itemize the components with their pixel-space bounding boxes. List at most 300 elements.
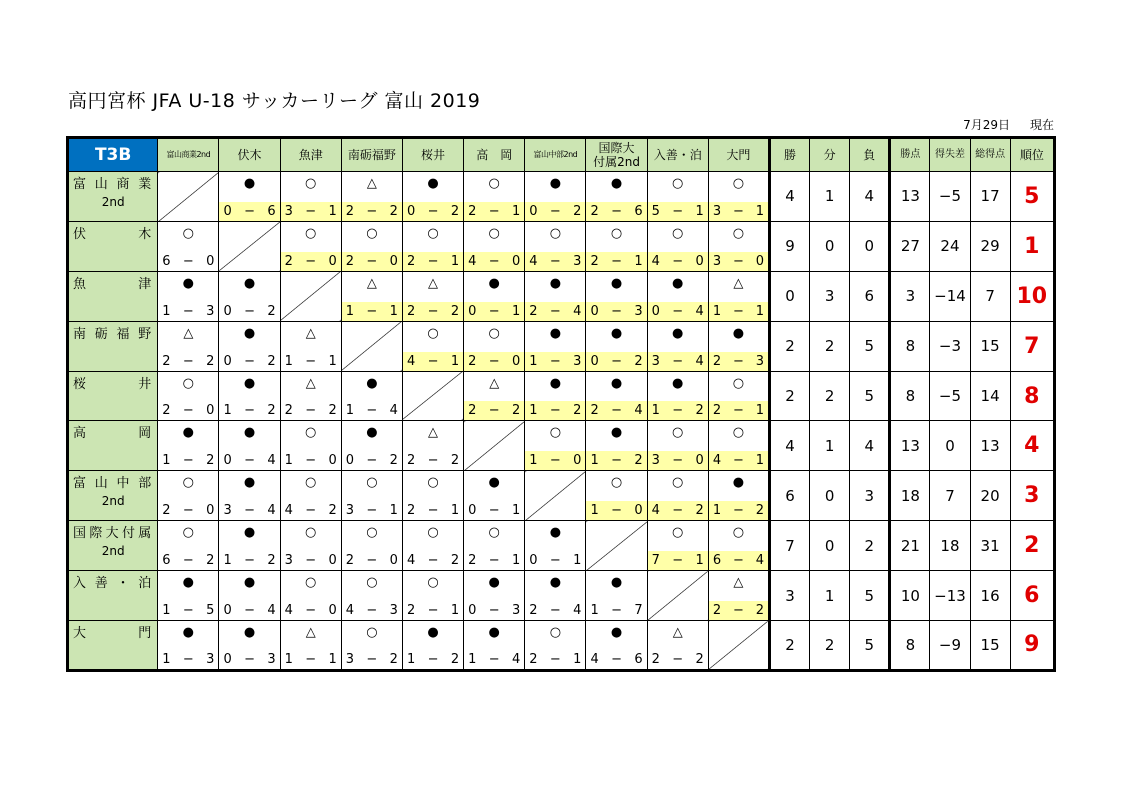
score-away: 4 [267, 503, 276, 519]
match-score [281, 551, 341, 570]
result-symbol: ● [243, 176, 256, 191]
score-away: 0 [328, 453, 337, 469]
result-symbol: ○ [305, 225, 317, 241]
match-score [648, 551, 708, 570]
score-away: 2 [206, 553, 215, 569]
match-cell [647, 371, 708, 421]
score-home: 1 [162, 651, 171, 667]
score-away: 2 [450, 453, 460, 469]
column-header: 魚津 [280, 138, 341, 172]
result-symbol: ● [427, 176, 439, 191]
score-home: 2 [712, 403, 722, 419]
score-dash: − [244, 603, 255, 619]
score-away: 2 [695, 503, 704, 519]
match-cell [341, 172, 402, 222]
match-cell [280, 521, 341, 571]
score-home: 4 [651, 503, 660, 519]
score-dash: − [305, 503, 317, 519]
score-home: 1 [345, 403, 355, 419]
match-cell [708, 571, 769, 621]
match-score [464, 352, 524, 371]
stat-header: 総得点 [970, 138, 1010, 172]
score-away: 1 [573, 651, 582, 667]
match-cell [280, 421, 341, 471]
score-away: 3 [267, 651, 276, 667]
result-symbol: ○ [549, 625, 562, 641]
match-score [403, 501, 463, 520]
stat-cell: 0 [930, 421, 970, 471]
score-dash: − [732, 553, 744, 569]
score-home: 7 [651, 553, 660, 569]
match-cell [341, 421, 402, 471]
result-symbol: ● [243, 425, 256, 441]
stat-cell: 18 [930, 521, 970, 571]
score-away: 0 [389, 253, 398, 269]
match-score [158, 352, 218, 371]
score-away: 1 [450, 353, 460, 369]
result-symbol: △ [489, 375, 500, 391]
stat-cell: 13 [890, 172, 930, 222]
score-dash: − [549, 603, 561, 619]
rank-cell: 10 [1010, 271, 1054, 321]
score-home: 4 [406, 553, 416, 569]
score-home: 1 [223, 403, 232, 419]
score-home: 1 [284, 353, 293, 369]
match-score [219, 601, 279, 620]
match-score [464, 650, 524, 669]
score-dash: − [427, 603, 439, 619]
match-cell [158, 621, 219, 671]
score-away: 0 [512, 253, 521, 269]
score-away: 3 [573, 253, 582, 269]
column-header: 富山商業2nd [158, 138, 219, 172]
result-symbol: ● [243, 625, 256, 641]
score-away: 1 [450, 603, 460, 619]
stat-cell: 2 [769, 371, 809, 421]
score-home: 2 [468, 203, 477, 219]
match-cell [158, 421, 219, 471]
score-away: 4 [634, 403, 643, 419]
match-cell [464, 371, 525, 421]
result-symbol: ○ [182, 525, 195, 541]
result-symbol: ○ [366, 625, 378, 641]
score-home: 6 [162, 553, 171, 569]
score-home: 0 [223, 203, 232, 219]
result-symbol: ○ [427, 575, 439, 591]
score-dash: − [427, 453, 439, 469]
team-name [68, 571, 158, 621]
match-score [709, 352, 768, 371]
match-cell [219, 621, 280, 671]
result-symbol: ○ [672, 525, 684, 541]
stat-cell: 6 [850, 271, 890, 321]
match-score [709, 451, 768, 470]
result-symbol: ● [427, 625, 439, 641]
stat-cell: 13 [970, 421, 1010, 471]
match-score [464, 401, 524, 420]
score-dash: − [488, 253, 500, 269]
score-dash: − [305, 651, 317, 667]
result-symbol: △ [428, 425, 439, 441]
result-symbol: ○ [182, 375, 195, 391]
match-cell [158, 271, 219, 321]
score-away: 4 [389, 403, 398, 419]
match-cell [158, 521, 219, 571]
match-score [219, 352, 279, 371]
self-cell [708, 621, 769, 671]
match-cell [158, 321, 219, 371]
score-home: 0 [590, 353, 599, 369]
rank-cell: 1 [1010, 221, 1054, 271]
match-score [342, 401, 402, 420]
score-away: 2 [328, 403, 337, 419]
match-cell [280, 172, 341, 222]
score-dash: − [672, 253, 684, 269]
match-score [219, 501, 279, 520]
score-dash: − [182, 453, 194, 469]
score-home: 4 [590, 651, 599, 667]
match-cell [708, 471, 769, 521]
match-score [342, 302, 402, 321]
score-away: 2 [389, 453, 398, 469]
stat-cell: 16 [970, 571, 1010, 621]
score-away: 0 [695, 253, 704, 269]
match-cell [219, 172, 280, 222]
score-home: 2 [406, 453, 416, 469]
score-dash: − [488, 603, 500, 619]
score-away: 1 [389, 303, 398, 319]
score-dash: − [549, 303, 561, 319]
result-symbol: ● [610, 575, 623, 591]
stat-cell: 18 [890, 471, 930, 521]
score-away: 2 [695, 651, 704, 667]
stat-cell: 1 [810, 172, 850, 222]
score-home: 3 [651, 453, 660, 469]
score-away: 0 [328, 553, 337, 569]
team-name-label: 入善・泊 [73, 576, 154, 592]
match-cell [525, 571, 586, 621]
score-dash: − [244, 453, 255, 469]
result-symbol: ○ [732, 525, 745, 541]
score-home: 1 [590, 603, 599, 619]
score-dash: − [182, 303, 194, 319]
score-home: 1 [162, 453, 171, 469]
match-cell [158, 471, 219, 521]
stat-cell: 5 [850, 571, 890, 621]
score-away: 2 [695, 403, 704, 419]
score-away: 1 [695, 203, 704, 219]
team-name [68, 172, 158, 222]
score-dash: − [182, 253, 194, 269]
stat-cell: 7 [930, 471, 970, 521]
result-symbol: ○ [672, 425, 684, 441]
match-score [281, 352, 341, 371]
score-home: 4 [406, 353, 416, 369]
match-cell [280, 321, 341, 371]
stat-cell: 1 [810, 571, 850, 621]
score-dash: − [182, 503, 194, 519]
stat-cell: 5 [850, 621, 890, 671]
result-symbol: △ [672, 625, 683, 641]
score-dash: − [549, 453, 561, 469]
match-score [709, 252, 768, 271]
score-dash: − [488, 203, 500, 219]
score-dash: − [549, 403, 561, 419]
match-score [342, 451, 402, 470]
score-dash: − [611, 353, 622, 369]
match-score [648, 401, 708, 420]
result-symbol: ● [732, 325, 745, 341]
stat-cell: 14 [970, 371, 1010, 421]
result-symbol: ○ [672, 475, 684, 491]
match-cell [280, 621, 341, 671]
date-line [963, 116, 1054, 133]
score-home: 4 [651, 253, 660, 269]
match-score [464, 501, 524, 520]
score-away: 1 [450, 253, 460, 269]
stat-cell: −3 [930, 321, 970, 371]
match-cell [647, 221, 708, 271]
score-away: 1 [634, 253, 643, 269]
result-symbol: ○ [732, 225, 745, 241]
stat-cell: 2 [810, 321, 850, 371]
score-away: 2 [634, 453, 643, 469]
match-score [219, 202, 279, 221]
score-away: 2 [389, 203, 398, 219]
match-score [709, 551, 768, 570]
result-symbol: ● [243, 575, 256, 591]
score-home: 2 [651, 651, 660, 667]
stat-cell: 29 [970, 221, 1010, 271]
table-row [68, 421, 1055, 471]
result-symbol: ● [672, 375, 684, 391]
match-score [709, 501, 768, 520]
score-dash: − [672, 503, 684, 519]
score-dash: − [366, 303, 378, 319]
match-score [342, 202, 402, 221]
table-row [68, 172, 1055, 222]
match-score [403, 601, 463, 620]
team-name-label: 高岡 [73, 426, 154, 442]
score-home: 4 [284, 503, 293, 519]
score-home: 0 [345, 453, 355, 469]
match-cell [464, 321, 525, 371]
result-symbol: ○ [366, 575, 378, 591]
team-name [68, 371, 158, 421]
stat-cell: 5 [850, 371, 890, 421]
match-score [403, 252, 463, 271]
table-row [68, 571, 1055, 621]
score-away: 2 [389, 651, 398, 667]
score-home: 2 [590, 403, 599, 419]
score-dash: − [366, 651, 378, 667]
score-home: 1 [284, 651, 293, 667]
match-score [403, 551, 463, 570]
stat-cell: 4 [850, 421, 890, 471]
score-home: 1 [529, 403, 538, 419]
score-home: 3 [345, 503, 355, 519]
match-score [158, 451, 218, 470]
stat-cell: 0 [850, 221, 890, 271]
match-cell [464, 621, 525, 671]
result-symbol: △ [366, 275, 377, 291]
result-symbol: ● [366, 375, 378, 391]
score-away: 0 [512, 353, 521, 369]
result-symbol: ● [243, 275, 256, 291]
match-cell [586, 621, 647, 671]
score-home: 4 [284, 603, 293, 619]
result-symbol: ● [610, 176, 623, 191]
match-cell [708, 371, 769, 421]
score-home: 2 [162, 353, 171, 369]
score-away: 1 [512, 503, 521, 519]
stat-cell: 0 [769, 271, 809, 321]
result-symbol: ○ [427, 525, 439, 541]
match-cell [525, 271, 586, 321]
match-cell [402, 221, 463, 271]
score-away: 2 [450, 203, 460, 219]
match-cell [647, 521, 708, 571]
score-away: 2 [755, 503, 764, 519]
stat-cell: 31 [970, 521, 1010, 571]
team-name-label: 富山中部 [73, 476, 154, 492]
match-cell [341, 521, 402, 571]
score-away: 1 [450, 503, 460, 519]
score-dash: − [244, 503, 255, 519]
stat-cell: 6 [769, 471, 809, 521]
stat-cell: 15 [970, 321, 1010, 371]
result-symbol: △ [428, 275, 439, 291]
score-away: 1 [755, 403, 764, 419]
stat-cell: 5 [850, 321, 890, 371]
team-name [68, 221, 158, 271]
score-home: 2 [529, 651, 538, 667]
result-symbol: ○ [182, 475, 195, 491]
score-dash: − [488, 353, 500, 369]
match-cell [647, 421, 708, 471]
score-dash: − [732, 303, 744, 319]
score-away: 6 [267, 203, 276, 219]
score-home: 0 [529, 203, 538, 219]
match-cell [708, 221, 769, 271]
score-away: 2 [755, 603, 764, 619]
match-cell [586, 271, 647, 321]
match-cell [525, 221, 586, 271]
score-dash: − [549, 553, 561, 569]
result-symbol: ● [182, 425, 195, 441]
score-home: 3 [345, 651, 355, 667]
score-home: 5 [651, 203, 660, 219]
score-dash: − [244, 651, 255, 667]
table-row [68, 221, 1055, 271]
score-away: 3 [389, 603, 398, 619]
score-dash: − [366, 553, 378, 569]
match-score [525, 601, 585, 620]
stat-header: 分 [810, 138, 850, 172]
score-away: 0 [206, 253, 215, 269]
self-cell [525, 471, 586, 521]
result-symbol: ○ [488, 325, 500, 341]
score-away: 2 [267, 353, 276, 369]
match-score [709, 302, 768, 321]
header-row [68, 138, 1055, 172]
match-cell [219, 471, 280, 521]
score-away: 4 [267, 603, 276, 619]
match-cell [586, 371, 647, 421]
stat-cell: 2 [850, 521, 890, 571]
stat-cell: 4 [769, 172, 809, 222]
stat-cell: 0 [810, 221, 850, 271]
column-header: 伏木 [219, 138, 280, 172]
result-symbol: ● [610, 375, 623, 391]
result-symbol: ○ [427, 225, 439, 241]
match-score [281, 650, 341, 669]
match-cell [647, 471, 708, 521]
stat-cell: 20 [970, 471, 1010, 521]
score-home: 0 [651, 303, 660, 319]
result-symbol: ○ [672, 176, 684, 191]
score-away: 0 [206, 403, 215, 419]
score-away: 4 [512, 651, 521, 667]
rank-cell: 6 [1010, 571, 1054, 621]
score-home: 1 [284, 453, 293, 469]
match-score [648, 252, 708, 271]
score-home: 0 [406, 203, 416, 219]
score-dash: − [366, 403, 378, 419]
score-dash: − [244, 353, 255, 369]
rank-cell: 4 [1010, 421, 1054, 471]
stat-cell: 4 [850, 172, 890, 222]
score-away: 2 [512, 403, 521, 419]
match-score [281, 451, 341, 470]
score-away: 3 [206, 651, 215, 667]
score-home: 4 [712, 453, 722, 469]
match-cell [341, 371, 402, 421]
match-score [464, 302, 524, 321]
score-home: 2 [284, 253, 293, 269]
match-cell [708, 421, 769, 471]
stat-cell: 10 [890, 571, 930, 621]
score-home: 2 [406, 603, 416, 619]
column-header: 南砺福野 [341, 138, 402, 172]
match-cell [525, 421, 586, 471]
match-score [219, 401, 279, 420]
score-dash: − [182, 353, 194, 369]
result-symbol: ● [549, 525, 562, 541]
score-dash: − [672, 303, 684, 319]
stat-cell: 2 [810, 371, 850, 421]
match-cell [219, 421, 280, 471]
result-symbol: ● [549, 176, 562, 191]
date-suffix: 現在 [1029, 118, 1054, 132]
team-name-label: 国際大付属 [73, 526, 154, 542]
score-home: 2 [529, 303, 538, 319]
score-away: 4 [755, 553, 764, 569]
score-away: 3 [573, 353, 582, 369]
score-dash: − [488, 303, 500, 319]
match-score [648, 451, 708, 470]
score-away: 2 [328, 503, 337, 519]
match-cell [341, 621, 402, 671]
result-symbol: ○ [549, 225, 562, 241]
match-cell [586, 321, 647, 371]
match-score [219, 650, 279, 669]
result-symbol: △ [733, 575, 744, 591]
score-away: 1 [389, 503, 398, 519]
score-home: 3 [284, 553, 293, 569]
score-dash: − [672, 553, 684, 569]
match-cell [402, 571, 463, 621]
